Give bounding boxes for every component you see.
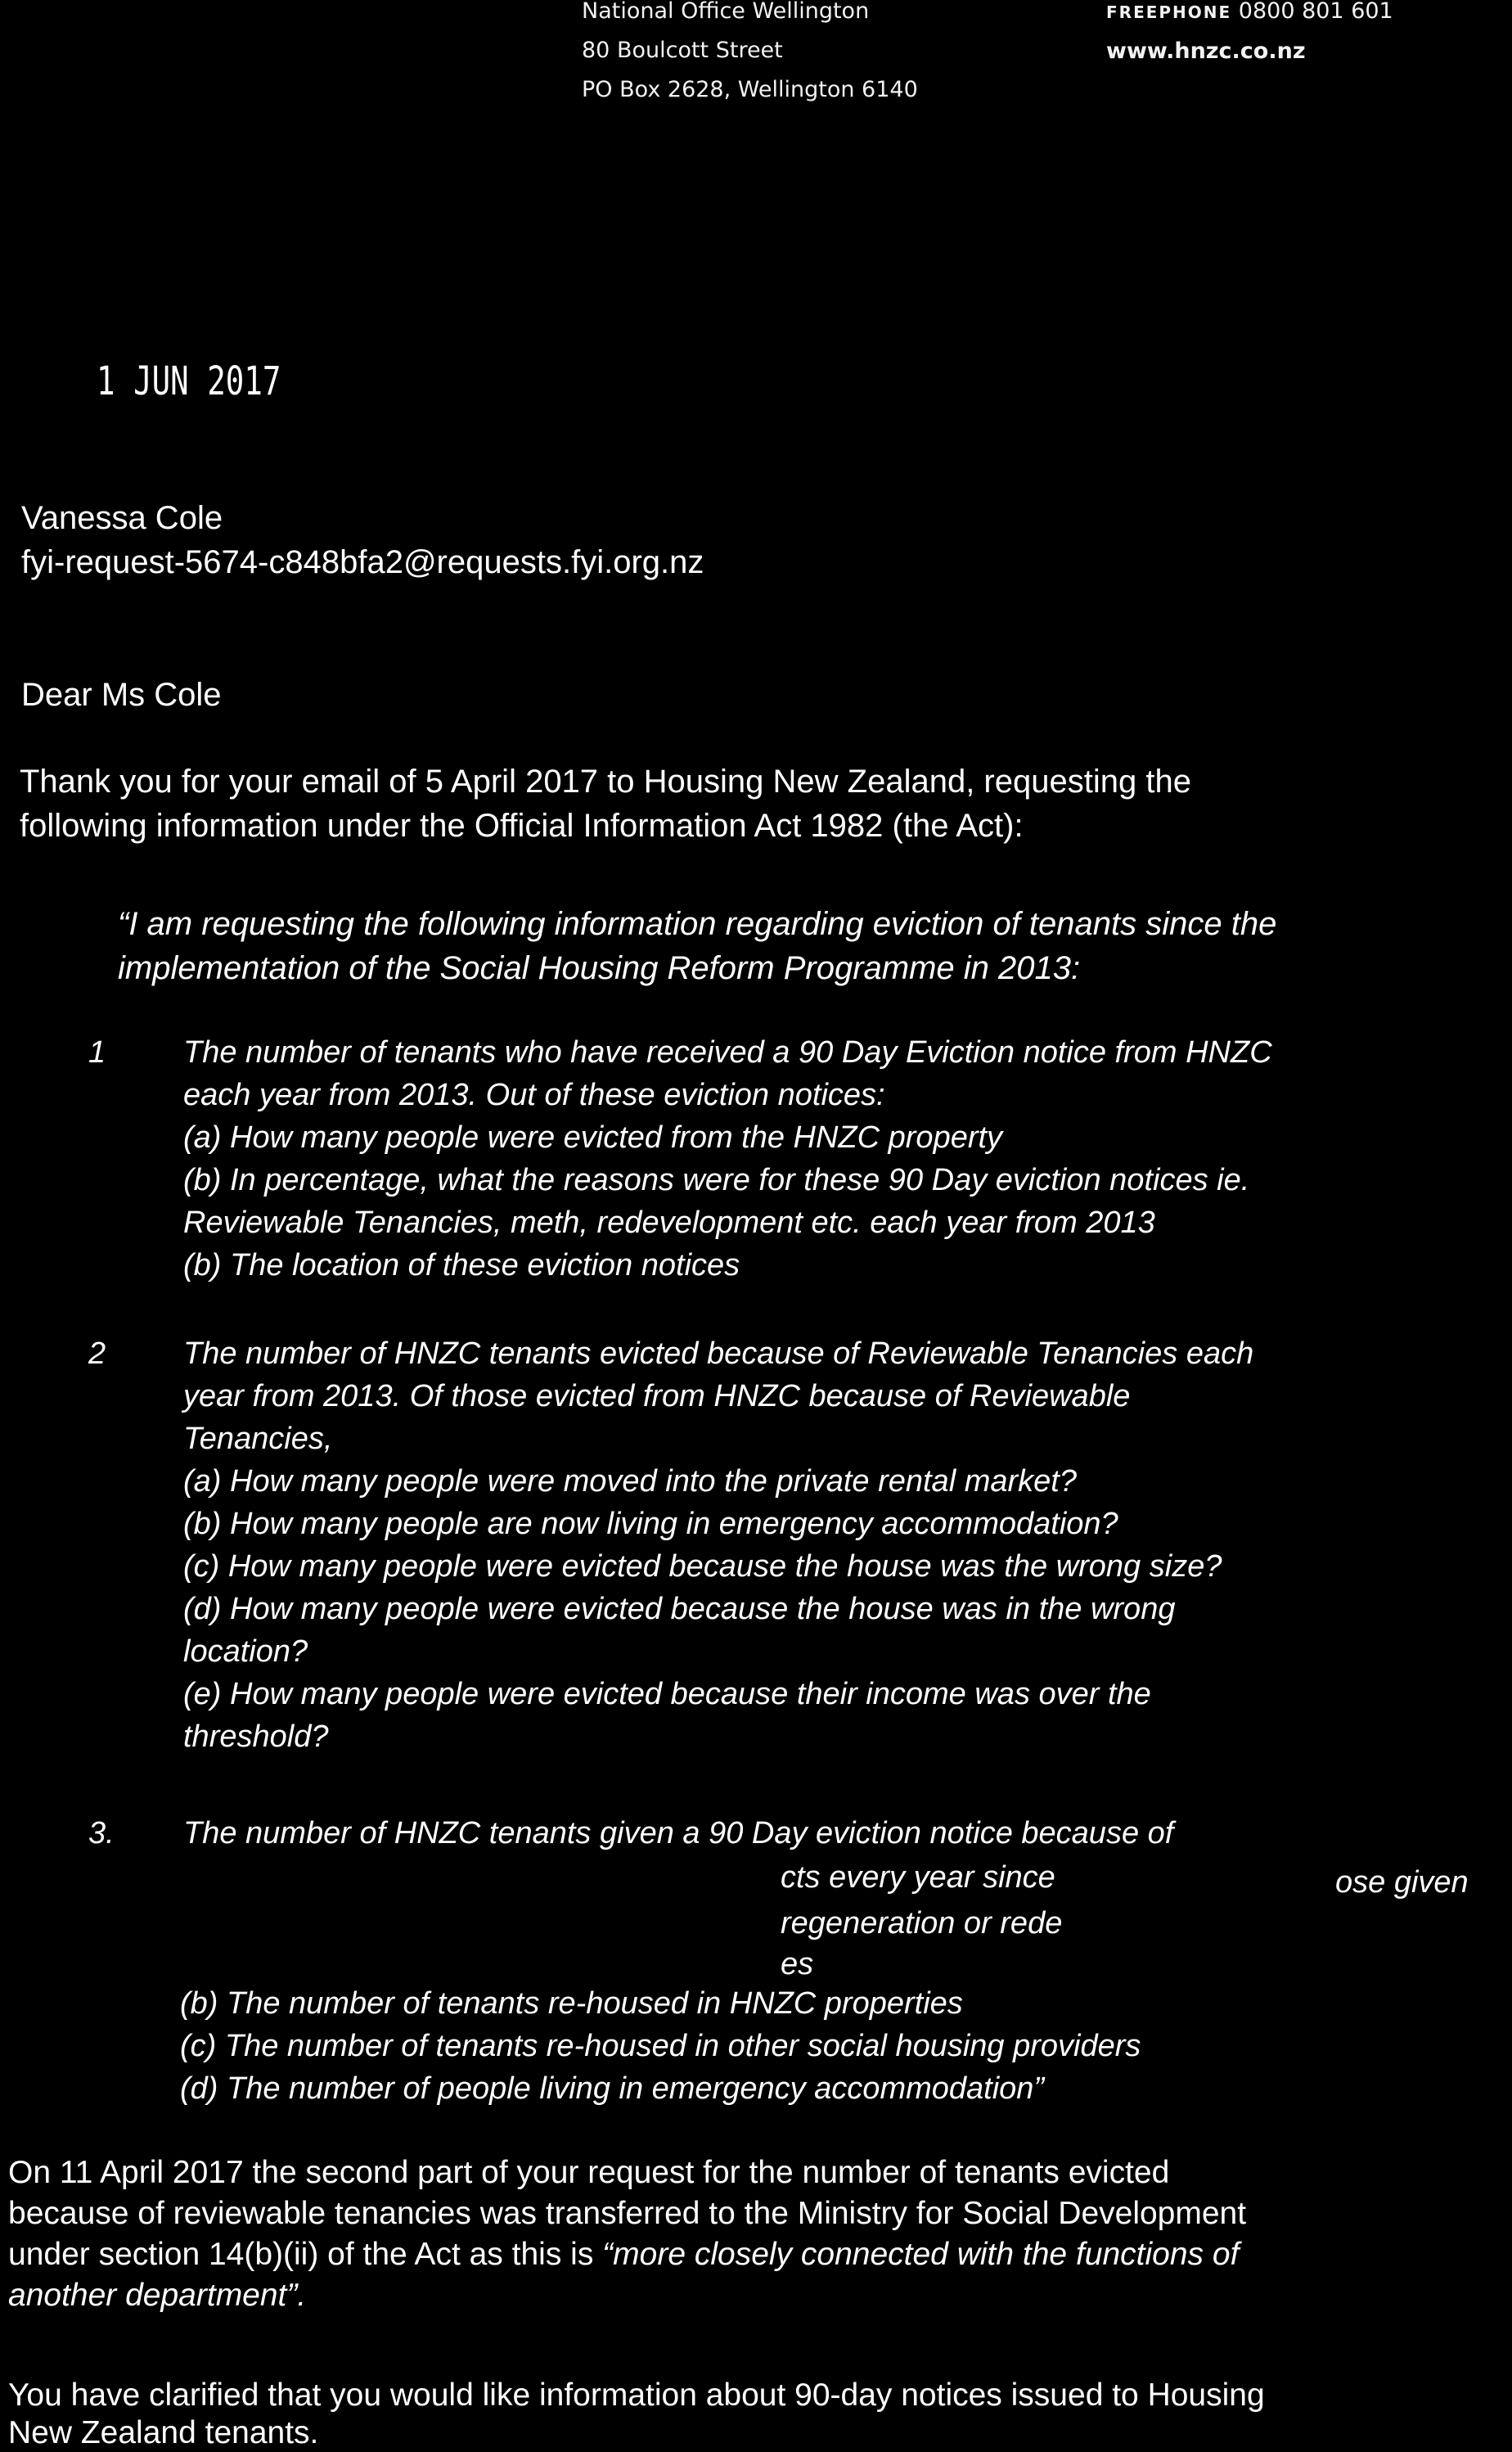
item-line: (e) How many people were evicted because their income was over the [183,1677,1151,1711]
clarify-line: New Zealand tenants. [8,2415,319,2450]
transfer-paragraph [8,2152,1505,2316]
item-number: 1 [88,1035,106,1070]
clarify-paragraph [8,2377,1505,2452]
transfer-line: another department”. [8,2278,307,2313]
po-box: PO Box 2628, Wellington 6140 [582,77,918,102]
item-line: location? [183,1634,308,1669]
transfer-line: On 11 April 2017 the second part of your request for the number of tenants evicted [8,2155,1170,2190]
item-line: (a) How many people were evicted from the HNZC property [183,1120,1003,1155]
item-line: (c) How many people were evicted because the house was the wrong size? [183,1549,1222,1584]
transfer-text: under section 14(b)(ii) of the Act as this is [8,2237,603,2272]
item-line: each year from 2013. Out of these eviction notices: [183,1078,885,1112]
item-body [180,1982,1505,2110]
item-line: The number of HNZC tenants evicted because of Reviewable Tenancies each [183,1336,1254,1371]
intro-line: Thank you for your email of 5 April 2017 to Housing New Zealand, requesting the [20,764,1191,800]
item-line: (c) The number of tenants re-housed in other social housing providers [180,2029,1141,2063]
salutation: Dear Ms Cole [21,677,222,713]
item-line: The number of tenants who have received a 90 Day Eviction notice from HNZC [183,1035,1272,1070]
freephone-label: FREEPHONE [1106,2,1232,22]
fragment: cts every year since [781,1860,1055,1895]
transfer-line: because of reviewable tenancies was transferred to the Ministry for Social Development [8,2196,1247,2231]
freephone-number: 0800 801 601 [1238,0,1393,24]
recipient-name: Vanessa Cole [21,500,223,536]
intro-line: following information under the Official Information Act 1982 (the Act): [20,808,1024,844]
fragment: es [781,1947,814,1981]
recipient-email: fyi-request-5674-c848bfa2@requests.fyi.org.nz [21,544,704,580]
item-line: (d) The number of people living in emergency accommodation” [180,2071,1045,2106]
item-line: (b) How many people are now living in emergency accommodation? [183,1507,1118,1541]
item-line: The number of HNZC tenants given a 90 Day eviction notice because of [183,1816,1174,1850]
item-number: 3. [88,1816,115,1850]
item-line: (b) The location of these eviction notices [183,1248,740,1282]
fragment: regeneration or rede [781,1906,1063,1940]
transfer-quote: “more closely connected with the functions of [602,2237,1240,2272]
quote-intro-line: “I am requesting the following information regarding eviction of tenants since the [118,906,1277,942]
item-number: 2 [88,1336,106,1371]
fragment: ose given [1335,1865,1469,1900]
item-line: year from 2013. Of those evicted from HNZC because of Reviewable [183,1379,1131,1413]
item-line: (d) How many people were evicted because the house was in the wrong [183,1592,1176,1626]
item-line: Reviewable Tenancies, meth, redevelopment etc. each year from 2013 [183,1206,1155,1240]
clarify-line: You have clarified that you would like information about 90-day notices issued to Housing [8,2378,1265,2413]
date-stamp: 1 JUN 2017 [97,358,281,404]
transfer-line [8,2234,1505,2275]
street-address: 80 Boulcott Street [582,38,783,63]
item-line: (a) How many people were moved into the private rental market? [183,1464,1077,1499]
item-line: (b) The number of tenants re-housed in HNZC properties [180,1986,963,2021]
item-line: threshold? [183,1720,329,1754]
office-name: National Office Wellington [582,0,870,24]
website: www.hnzc.co.nz [1106,38,1306,64]
quote-intro-line: implementation of the Social Housing Reform Programme in 2013: [118,950,1081,986]
item-line: (b) In percentage, what the reasons were for these 90 Day eviction notices ie. [183,1163,1250,1197]
item-line: Tenancies, [183,1422,333,1456]
